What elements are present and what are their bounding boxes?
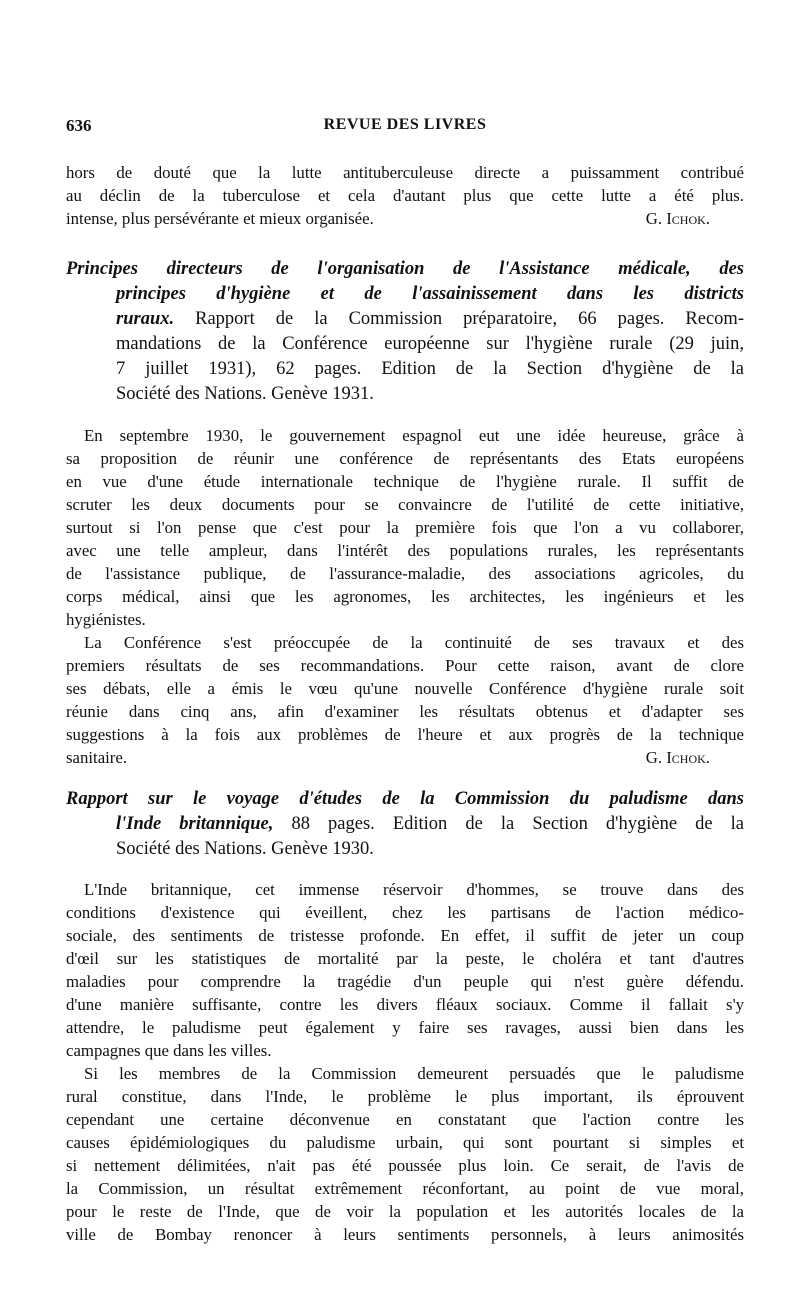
title-italic: l'Inde britannique,: [116, 814, 274, 834]
title-line: mandations de la Conférence européenne sur l'hygiène rurale (29 juin,: [116, 334, 744, 354]
text-line: suggestions à la fois aux problèmes de l'heure et aux progrès de la technique: [66, 725, 744, 744]
text-line: corps médical, ainsi que les agronomes, les architectes, les ingénieurs et les: [66, 587, 744, 606]
review-2-paragraph-1: [66, 878, 744, 1062]
text-line: sociale, des sentiments de tristesse profonde. En effet, il suffit de jeter un coup: [66, 926, 744, 945]
title-line: Société des Nations. Genève 1931.: [116, 384, 374, 404]
intro-paragraph: [66, 161, 744, 230]
text-line: d'une manière suffisante, contre les divers fléaux sociaux. Comme il fallait s'y: [66, 995, 744, 1014]
title-line: 7 juillet 1931), 62 pages. Edition de la Section d'hygiène de la: [116, 359, 744, 379]
text-line: rural constitue, dans l'Inde, le problème le plus important, ils éprouvent: [66, 1087, 744, 1106]
page-number: 636: [66, 116, 92, 135]
text-line: Si les membres de la Commission demeurent persuadés que le paludisme: [84, 1064, 744, 1083]
text-line: d'œil sur les statistiques de mortalité par la peste, le choléra et tant d'autres: [66, 949, 744, 968]
text-line: En septembre 1930, le gouvernement espagnol eut une idée heureuse, grâce à: [84, 426, 744, 445]
text-line: sa proposition de réunir une conférence de représentants des Etats européens: [66, 449, 744, 468]
text-line: L'Inde britannique, cet immense réservoir d'hommes, se trouve dans des: [84, 880, 744, 899]
text-line: en vue d'une étude internationale technique de l'hygiène rurale. Il suffit de: [66, 472, 744, 491]
review-1-paragraph-1: [66, 424, 744, 631]
text-line-content: intense, plus persévérante et mieux organisée.: [66, 209, 374, 228]
text-line: premiers résultats de ses recommandations. Pour cette raison, avant de clore: [66, 656, 744, 675]
signature: G. Ichok.: [645, 748, 710, 767]
text-line: conditions d'existence qui éveillent, chez les partisans de l'action médico-: [66, 903, 744, 922]
title-line: [66, 812, 744, 837]
signature: G. Ichok.: [645, 209, 710, 228]
text-line: hors de douté que la lutte antituberculeuse directe a puissamment contribué: [66, 163, 744, 182]
title-line: Principes directeurs de l'organisation de l'Assistance médicale, des: [66, 259, 744, 279]
title-rest: Rapport de la Commission préparatoire, 66 pages. Recom-: [174, 309, 744, 329]
text-line: au déclin de la tuberculose et cela d'autant plus que cette lutte a été plus.: [66, 186, 744, 205]
text-line: pour le reste de l'Inde, que de voir la population et les autorités locales de la: [66, 1202, 744, 1221]
text-line: scruter les deux documents pour se convaincre de l'utilité de cette initiative,: [66, 495, 744, 514]
text-line: ville de Bombay renoncer à leurs sentiments personnels, à leurs animosités: [66, 1225, 744, 1244]
running-head: [66, 116, 744, 142]
text-line: causes épidémiologiques du paludisme urbain, qui sont pourtant si simples et: [66, 1133, 744, 1152]
text-line: [66, 207, 744, 230]
title-rest: 88 pages. Edition de la Section d'hygiène de la: [273, 814, 744, 834]
title-line: principes d'hygiène et de l'assainissement dans les districts: [116, 284, 744, 304]
text-line: attendre, le paludisme peut également y faire ses ravages, aussi bien dans les: [66, 1018, 744, 1037]
text-line: de l'assistance publique, de l'assurance-maladie, des associations agricoles, du: [66, 564, 744, 583]
text-line: cependant une certaine déconvenue en constatant que l'action contre les: [66, 1110, 744, 1129]
text-line: réunie dans cinq ans, afin d'examiner les résultats obtenus et d'adapter ses: [66, 702, 744, 721]
text-line-content: sanitaire.: [66, 748, 128, 767]
text-line: avec une telle ampleur, dans l'intérêt des populations rurales, les représentants: [66, 541, 744, 560]
review-1-title: [66, 257, 744, 407]
review-2-title: [66, 787, 744, 862]
text-line: [66, 746, 744, 769]
title-line: Société des Nations. Genève 1930.: [116, 839, 374, 859]
text-line: hygiénistes.: [66, 610, 146, 629]
text-line: la Commission, un résultat extrêmement réconfortant, au point de vue moral,: [66, 1179, 744, 1198]
text-line: maladies pour comprendre la tragédie d'un peuple qui n'est guère défendu.: [66, 972, 744, 991]
title-line: [66, 307, 744, 332]
title-italic: ruraux.: [116, 309, 175, 329]
running-head-title: REVUE DES LIVRES: [323, 116, 487, 133]
review-2-paragraph-2: [66, 1062, 744, 1246]
text-line: si nettement délimitées, n'ait pas été poussée plus loin. Ce serait, de l'avis de: [66, 1156, 744, 1175]
text-line: ses débats, elle a émis le vœu qu'une nouvelle Conférence d'hygiène rurale soit: [66, 679, 744, 698]
title-line: Rapport sur le voyage d'études de la Commission du paludisme dans: [66, 789, 744, 809]
text-line: campagnes que dans les villes.: [66, 1041, 272, 1060]
text-line: La Conférence s'est préoccupée de la continuité de ses travaux et des: [84, 633, 744, 652]
review-1-paragraph-2: [66, 631, 744, 769]
text-line: surtout si l'on pense que c'est pour la première fois que l'on a vu collaborer,: [66, 518, 744, 537]
